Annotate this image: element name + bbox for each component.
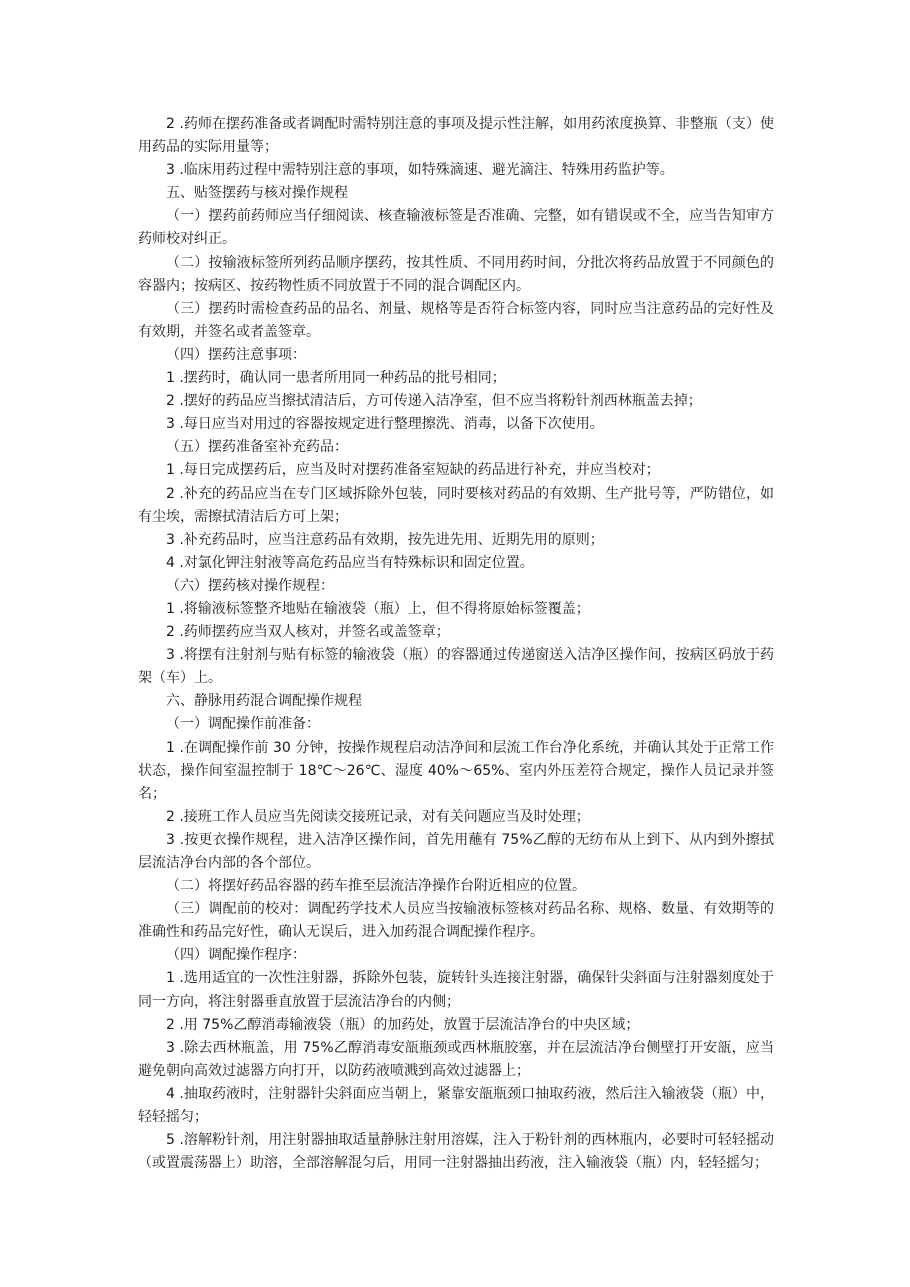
list-item: 2 .接班工作人员应当先阅读交接班记录，对有关问题应当及时处理； [166, 808, 590, 825]
list-item: 2 .摆好的药品应当擦拭清洁后，方可传递入洁净室，但不应当将粉针剂西林瓶盖去掉； [166, 393, 702, 410]
list-item: 2 .药师摆药应当双人核对，并签名或盖签章； [166, 624, 450, 641]
list-item: 1 .在调配操作前 30 分钟，按操作规程启动洁净间和层流工作台净化系统，并确认其处于正常工作状态，操作间室温控制于 18℃～26℃、湿度 40%～65%、室内外压差符合规定，操作人员记录并签名； [138, 739, 774, 802]
list-item: 3 .补充药品时，应当注意药品有效期，按先进先用、近期先用的原则； [166, 531, 604, 548]
document-body [138, 113, 774, 1175]
list-item: 4 .对氯化钾注射液等高危药品应当有特殊标识和固定位置。 [166, 554, 534, 571]
section-heading: 六、静脉用药混合调配操作规程 [166, 693, 362, 710]
subsection-heading: （五）摆药准备室补充药品： [166, 439, 348, 456]
list-item: 5 .溶解粉针剂，用注射器抽取适量静脉注射用溶媒，注入于粉针剂的西林瓶内，必要时可轻轻摇动（或置震荡器上）助溶，全部溶解混匀后，用同一注射器抽出药液，注入输液袋（瓶）内，轻轻摇匀； [138, 1132, 774, 1172]
list-item: 1 .将输液标签整齐地贴在输液袋（瓶）上，但不得将原始标签覆盖； [166, 600, 590, 617]
subsection-heading: （六）摆药核对操作规程： [166, 577, 334, 594]
list-item: 3 .除去西林瓶盖，用 75%乙醇消毒安瓿瓶颈或西林瓶胶塞，并在层流洁净台侧壁打开安瓿，应当避免朝向高效过滤器方向打开，以防药液喷溅到高效过滤器上； [138, 1039, 774, 1079]
list-item: 1 .摆药时，确认同一患者所用同一种药品的批号相同； [166, 370, 506, 387]
list-item: 2 .用 75%乙醇消毒输液袋（瓶）的加药处，放置于层流洁净台的中央区域； [166, 1016, 640, 1033]
subsection-heading: （四）调配操作程序： [166, 947, 306, 964]
section-heading: 五、贴签摆药与核对操作规程 [166, 185, 348, 202]
paragraph: （二）按输液标签所列药品顺序摆药，按其性质、不同用药时间，分批次将药品放置于不同颜色的容器内；按病区、按药物性质不同放置于不同的混合调配区内。 [138, 254, 774, 294]
list-item: 4 .抽取药液时，注射器针尖斜面应当朝上，紧靠安瓿瓶颈口抽取药液，然后注入输液袋（瓶）中，轻轻摇匀； [138, 1085, 774, 1126]
list-item: 1 .选用适宜的一次性注射器，拆除外包装，旋转针头连接注射器，确保针尖斜面与注射器刻度处于同一方向，将注射器垂直放置于层流洁净台的内侧； [138, 970, 774, 1010]
list-item: 1 .每日完成摆药后，应当及时对摆药准备室短缺的药品进行补充，并应当校对； [166, 462, 660, 479]
list-item: 3 .按更衣操作规程，进入洁净区操作间，首先用蘸有 75%乙醇的无纺布从上到下、从内到外擦拭层流洁净台内部的各个部位。 [138, 831, 774, 871]
list-item: 3 .每日应当对用过的容器按规定进行整理擦洗、消毒，以备下次使用。 [166, 416, 604, 433]
paragraph: 3 .临床用药过程中需特别注意的事项，如特殊滴速、避光滴注、特殊用药监护等。 [166, 162, 674, 179]
list-item: 2 .补充的药品应当在专门区域拆除外包装，同时要核对药品的有效期、生产批号等，严防错位，如有尘埃，需擦拭清洁后方可上架； [138, 485, 774, 525]
paragraph: （一）摆药前药师应当仔细阅读、核查输液标签是否准确、完整，如有错误或不全，应当告知审方药师校对纠正。 [138, 208, 774, 248]
list-item: 3 .将摆有注射剂与贴有标签的输液袋（瓶）的容器通过传递窗送入洁净区操作间，按病区码放于药架（车）上。 [138, 647, 774, 687]
paragraph: （二）将摆好药品容器的药车推至层流洁净操作台附近相应的位置。 [166, 878, 586, 895]
paragraph: 2 .药师在摆药准备或者调配时需特别注意的事项及提示性注解，如用药浓度换算、非整瓶（支）使用药品的实际用量等； [138, 116, 774, 156]
subsection-heading: （一）调配操作前准备： [166, 716, 320, 733]
paragraph: （三）调配前的校对：调配药学技术人员应当按输液标签核对药品名称、规格、数量、有效期等的准确性和药品完好性，确认无误后，进入加药混合调配操作程序。 [138, 901, 774, 941]
subsection-heading: （四）摆药注意事项： [166, 346, 306, 363]
paragraph: （三）摆药时需检查药品的品名、剂量、规格等是否符合标签内容，同时应当注意药品的完好性及有效期，并签名或者盖签章。 [138, 300, 774, 340]
